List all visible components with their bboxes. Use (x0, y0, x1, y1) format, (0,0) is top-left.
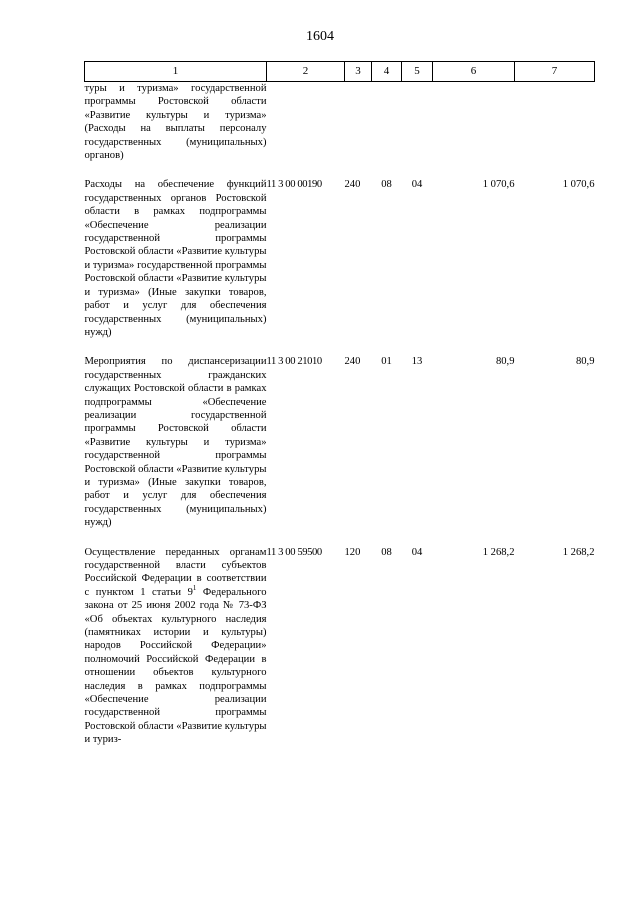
row-col6: 1 268,2 (482, 546, 515, 558)
table-header-row (85, 62, 595, 82)
row-col7: 1 268,2 (562, 546, 595, 558)
row-col3: 240 (344, 356, 361, 368)
row-col7: 80,9 (575, 356, 595, 368)
row-col3 (345, 82, 372, 177)
row-code: 11 3 00 21010 (266, 356, 322, 368)
row-col6 (433, 82, 515, 177)
column-header-5: 5 (402, 62, 433, 82)
table-row (85, 176, 595, 353)
row-col3: 120 (344, 546, 361, 558)
row-name: туры и туризма» государственной программы Ростовской области «Развитие культуры и туризма» (Расходы на выплаты персоналу государственных (муниципальных) органов) (84, 83, 267, 162)
row-col6: 80,9 (495, 356, 515, 368)
row-col5: 13 (411, 356, 423, 368)
row-name: Мероприятия по диспансеризации государственных гражданских служащих Ростовской области в рамках подпрограммы «Обеспечение реализации государственной программы Ростовской области «Развитие культуры и туризма» государственной программы Ростовской области «Развитие культуры и туризма» (Иные закупки товаров, работ и услуг для обеспечения государственных (муниципальных) нужд) (84, 356, 267, 529)
table-row (85, 544, 595, 761)
column-header-2: 2 (267, 62, 345, 82)
row-code (267, 82, 345, 177)
table-row (85, 82, 595, 177)
row-col5: 04 (411, 179, 423, 191)
row-col4: 01 (381, 356, 392, 368)
column-header-1: 1 (85, 62, 267, 82)
row-code: 11 3 00 59500 (266, 546, 322, 558)
row-name-part: Осуществление переданных органам государственной власти субъектов Российской Федерации в соответствии с пунктом 1 статьи 9 (84, 546, 267, 598)
column-header-4: 4 (372, 62, 402, 82)
row-name: Расходы на обеспечение функций государственных органов Ростовской области в рамках подпрограммы «Обеспечение реализации государственной программы Ростовской области «Развитие культуры и туризма» государственной программы Ростовской области «Развитие культуры и туризма» (Иные закупки товаров, работ и услуг для обеспечения государственных (муниципальных) нужд) (84, 179, 267, 338)
row-col5 (402, 82, 433, 177)
row-name-part: Федерального закона от 25 июня 2002 года № 73-ФЗ «Об объектах культурного наследия (памятниках истории и культуры) народов Российской Федерации» полномочий Российской Федерации в отношении объектов культурного наследия в рамках подпрограммы «Обеспечение реализации государственной программы Ростовской области «Развитие культуры и туриз- (84, 586, 267, 746)
row-col4: 08 (381, 546, 392, 558)
row-col6: 1 070,6 (482, 179, 515, 191)
column-header-6: 6 (433, 62, 515, 82)
budget-table (84, 61, 595, 761)
column-header-3: 3 (345, 62, 372, 82)
row-col7: 1 070,6 (562, 179, 595, 191)
row-name (85, 544, 267, 761)
row-col4: 08 (381, 179, 392, 191)
footnote-superscript: 1 (192, 583, 197, 592)
row-col5: 04 (411, 546, 423, 558)
column-header-7: 7 (515, 62, 595, 82)
row-code: 11 3 00 00190 (266, 179, 322, 191)
table-row (85, 353, 595, 543)
page-number: 1604 (306, 29, 334, 44)
row-col3: 240 (344, 179, 361, 191)
row-col4 (372, 82, 402, 177)
row-col7 (515, 82, 595, 177)
